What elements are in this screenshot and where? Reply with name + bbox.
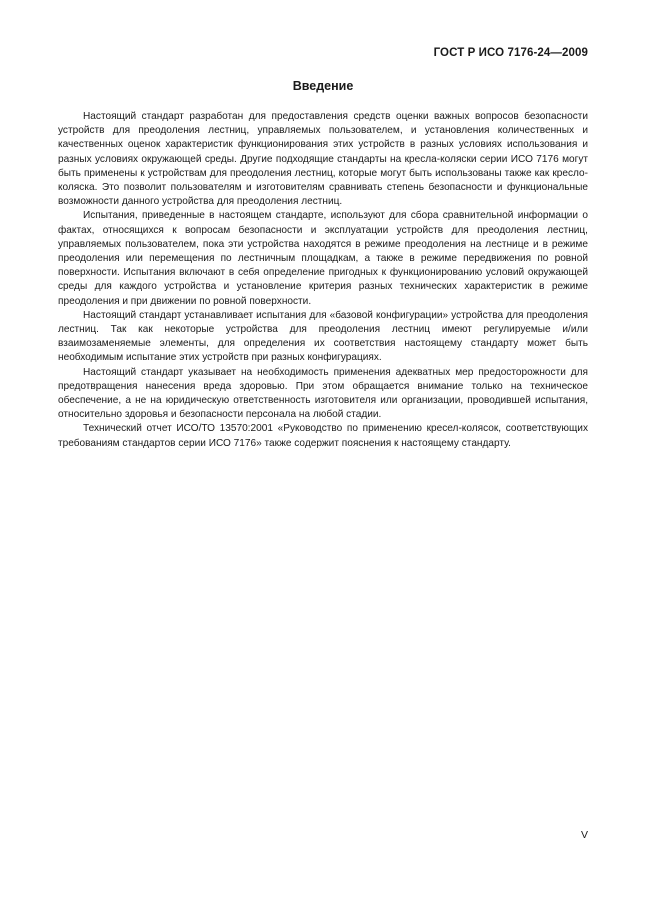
paragraph-3: Настоящий стандарт устанавливает испытания для «базовой конфигурации» устройства для преодоления лестниц. Так как некоторые устройства для преодоления лестниц имеют регулируемые и/или взаимозаменяемые элементы, для определения их соответствия настоящему стандарту может быть необходимым испытание этих устройств при разных конфигурациях.: [58, 309, 588, 364]
document-code: ГОСТ Р ИСО 7176-24—2009: [433, 47, 588, 59]
paragraph-5: Технический отчет ИСО/ТО 13570:2001 «Руководство по применению кресел-колясок, соответствующих требованиям стандартов серии ИСО 7176» также содержит пояснения к настоящему стандарту.: [58, 423, 588, 449]
paragraph-4: Настоящий стандарт указывает на необходимость применения адекватных мер предосторожности для предотвращения нанесения вреда здоровью. При этом обращается внимание только на техническое обеспечение, а не на юридическую ответственность изготовителя или организации, проводившей испытания, относительно здоровья и безопасности персонала на любой стадии.: [58, 366, 588, 421]
section-title: Введение: [292, 79, 354, 93]
page-number: V: [580, 829, 588, 841]
paragraph-2: Испытания, приведенные в настоящем стандарте, используют для сбора сравнительной информации о фактах, относящихся к вопросам безопасности и эксплуатации устройств для преодоления лестниц, управляемых пользователем, пока эти устройства находятся в режиме преодоления на лестнице и в режиме преодоления или перемещения по лестничным площадкам, а также в режиме передвижения по ровной поверхности. Испытания включают в себя определение пригодных к функционированию условий окружающей среды для каждого устройства и установление критерия разных технических характеристик в режиме преодоления и при движении по ровной поверхности.: [58, 210, 588, 307]
introduction-body: [58, 110, 588, 451]
paragraph-1: Настоящий стандарт разработан для предоставления средств оценки важных вопросов безопасности устройств для преодоления лестниц, управляемых пользователем, и установления количественных и качественных оценок характеристик функционирования этих устройств в разных условиях использования и разных условиях окружающей среды. Другие подходящие стандарты на кресла-коляски серии ИСО 7176 могут быть применены к устройствам для преодоления лестниц, которые могут быть использованы также как кресло-коляска. Это позволит пользователям и изготовителям сравнивать степень безопасности и функциональные возможности данного устройства для преодоления лестниц.: [58, 111, 588, 208]
